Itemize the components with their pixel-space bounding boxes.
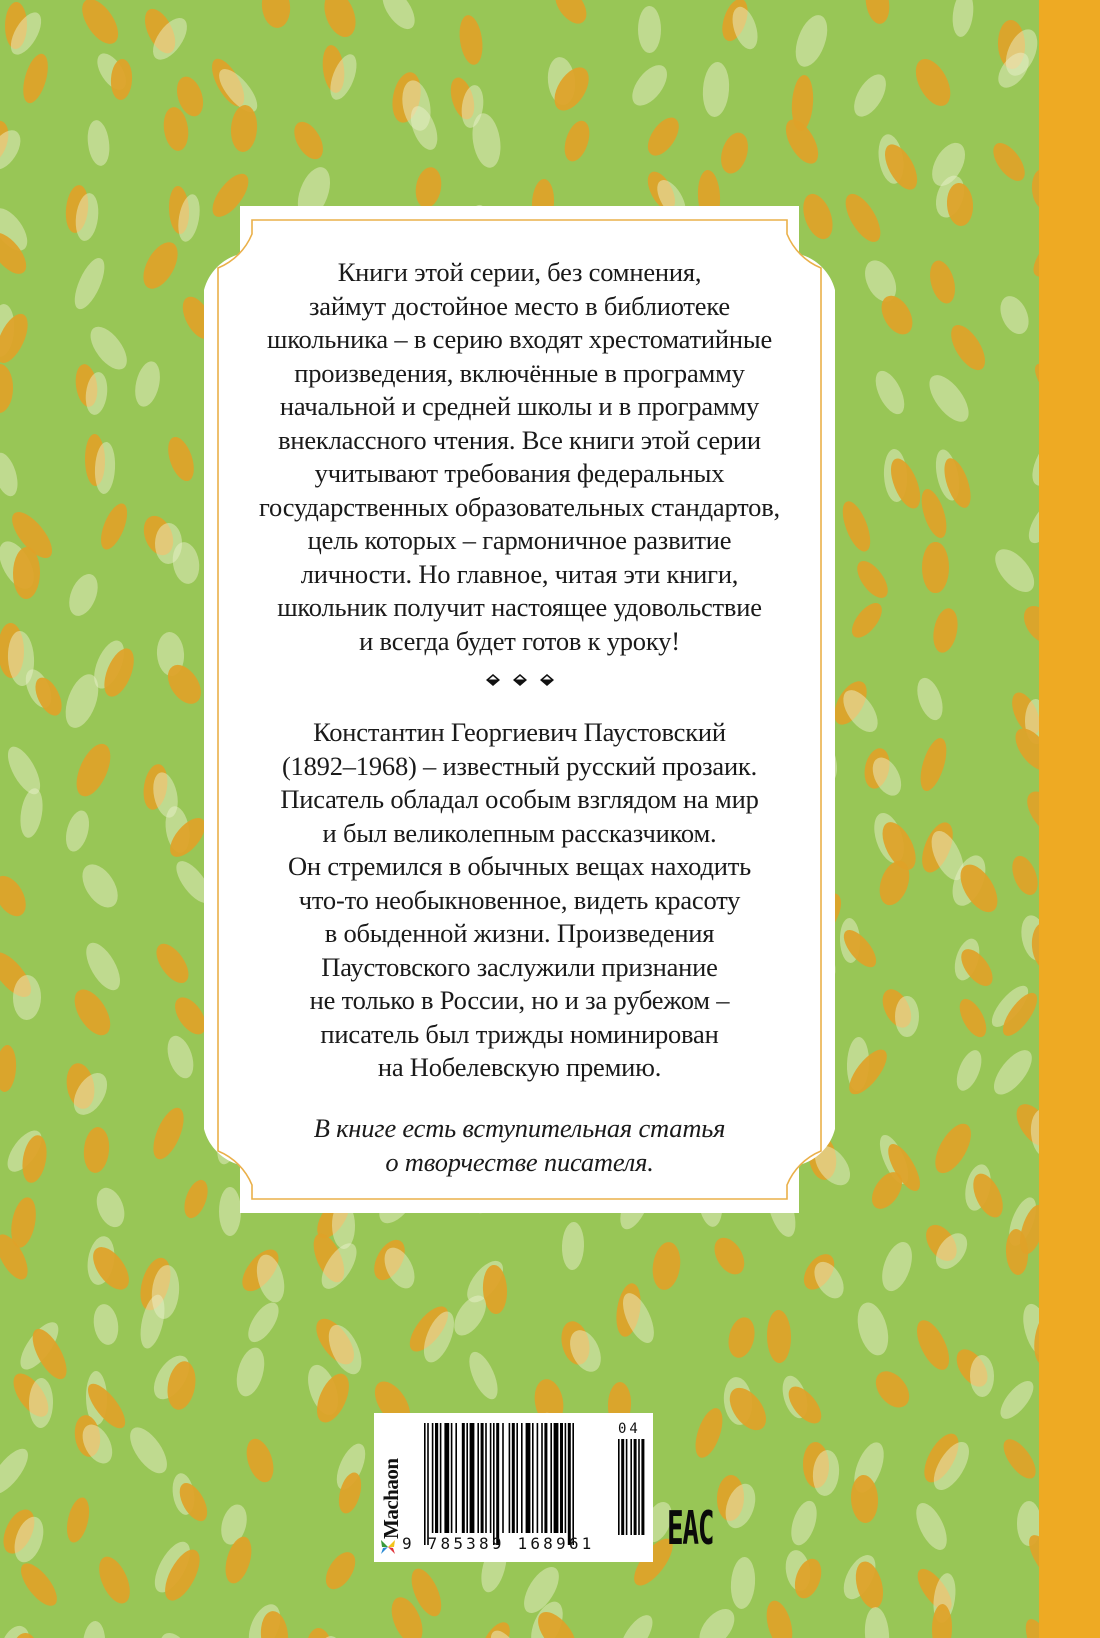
text-line: на Нобелевскую премию. <box>377 1052 662 1082</box>
pattern-spot <box>163 1033 199 1082</box>
pattern-spot <box>464 1348 504 1403</box>
pattern-spot <box>63 1495 93 1545</box>
diamond-ornament-divider <box>204 672 835 693</box>
pattern-spot <box>851 1559 887 1612</box>
pattern-spot <box>82 1126 111 1174</box>
pattern-spot <box>457 14 486 66</box>
pattern-spot <box>252 1251 289 1304</box>
pattern-spot <box>955 995 992 1042</box>
spine-strip <box>1039 0 1100 1638</box>
pattern-spot <box>638 6 661 53</box>
pattern-spot <box>922 542 948 593</box>
text-line: цель которых – гармоничное развитие <box>307 525 732 555</box>
pattern-spot <box>549 0 592 30</box>
pattern-spot <box>988 542 1039 598</box>
pattern-spot <box>81 1621 106 1638</box>
text-line: произведения, включённые в программу <box>294 357 745 388</box>
pattern-spot <box>468 111 503 170</box>
pattern-spot <box>895 996 919 1037</box>
pattern-spot <box>987 1044 1039 1100</box>
intro-article-note <box>204 1112 835 1179</box>
pattern-spot <box>970 1355 995 1397</box>
pattern-spot <box>64 570 104 620</box>
barcode-bars <box>424 1423 596 1545</box>
pattern-spot <box>1020 785 1039 843</box>
pattern-spot <box>123 1421 173 1478</box>
pattern-spot <box>869 1365 916 1414</box>
pattern-spot <box>1008 852 1039 898</box>
pattern-spot <box>910 1498 953 1554</box>
pattern-spot <box>150 938 194 988</box>
pattern-spot <box>13 547 41 600</box>
pattern-spot <box>15 1557 64 1611</box>
pattern-spot <box>786 1497 821 1547</box>
pattern-spot <box>728 4 763 52</box>
text-line: Константин Георгиевич Паустовский <box>313 717 726 747</box>
pattern-spot <box>1030 168 1039 209</box>
pattern-spot <box>85 119 112 167</box>
pattern-spot <box>1020 1615 1039 1638</box>
pattern-spot <box>229 104 258 153</box>
pattern-spot <box>780 115 826 170</box>
publisher-logo <box>380 1421 402 1539</box>
pattern-spot <box>851 556 893 603</box>
pattern-spot <box>0 870 33 921</box>
pattern-spot <box>137 237 186 295</box>
series-description <box>204 256 835 658</box>
pattern-spot <box>91 1302 121 1346</box>
pattern-spot <box>147 1103 190 1163</box>
pattern-spot <box>31 674 68 720</box>
barcode-addon-bars <box>618 1439 646 1547</box>
pattern-spot <box>153 1627 198 1638</box>
isbn-number: 9 785389 168961 <box>402 1534 595 1553</box>
pattern-spot <box>995 292 1034 339</box>
pattern-spot <box>995 1376 1039 1424</box>
pattern-spot <box>862 0 891 26</box>
pattern-spot <box>0 450 22 499</box>
pattern-spot <box>0 1045 18 1093</box>
pattern-spot <box>650 1241 683 1292</box>
pattern-spot <box>863 1606 891 1638</box>
text-line: писатель был трижды номинирован <box>320 1018 719 1049</box>
diamond-ornament-icon <box>480 672 560 688</box>
pattern-spot <box>691 1405 729 1461</box>
pattern-spot <box>13 975 42 1020</box>
pattern-spot <box>67 984 117 1041</box>
pattern-spot <box>1027 227 1039 283</box>
text-line: школьника – в серию входят хрестоматийные <box>266 324 773 354</box>
pattern-spot <box>701 61 731 117</box>
pattern-spot <box>91 1184 129 1231</box>
text-line: начальной и средней школы и в программу <box>279 391 760 421</box>
pattern-spot <box>952 1047 987 1095</box>
text-line: Он стремился в обычных вещах находить <box>287 851 751 881</box>
author-biography <box>204 716 835 1085</box>
pattern-spot <box>693 1602 741 1638</box>
text-line: Книги этой серии, без сомнения, <box>337 257 702 287</box>
pattern-spot <box>708 1232 750 1280</box>
text-line: учитывают требования федеральных <box>314 458 725 488</box>
pattern-spot <box>28 1378 53 1429</box>
text-line: В книге есть вступительная статья <box>313 1113 726 1143</box>
pattern-spot <box>847 598 888 642</box>
pattern-spot <box>69 254 110 313</box>
pattern-spot <box>70 739 117 801</box>
pattern-spot <box>93 1552 137 1608</box>
pattern-spot <box>725 1315 758 1361</box>
pattern-spot <box>762 1598 797 1638</box>
pattern-spot <box>908 53 956 111</box>
pattern-spot <box>110 59 133 101</box>
pattern-spot <box>716 130 752 177</box>
eac-certification-mark: EAC <box>667 1501 714 1555</box>
pattern-spot <box>642 112 684 160</box>
pattern-spot <box>923 369 977 428</box>
publisher-name: Machaon <box>379 1458 403 1539</box>
pattern-spot <box>930 607 961 655</box>
pattern-spot <box>912 675 947 724</box>
pattern-spot <box>847 69 892 122</box>
text-line: что-то необыкновенное, видеть красоту <box>298 884 741 915</box>
text-line: государственных образовательных стандартов, <box>259 491 780 522</box>
pattern-spot <box>916 735 952 793</box>
pattern-spot <box>243 1298 285 1347</box>
pattern-spot <box>412 165 444 210</box>
pattern-spot <box>1017 601 1039 650</box>
pattern-spot <box>877 1238 918 1295</box>
pattern-spot <box>790 11 834 71</box>
pattern-spot <box>320 1547 361 1594</box>
pattern-spot <box>18 51 53 106</box>
pattern-spot <box>76 0 126 50</box>
pattern-spot <box>1026 431 1039 491</box>
pattern-spot <box>260 0 292 29</box>
pattern-spot <box>131 359 164 409</box>
pattern-spot <box>911 1316 956 1375</box>
pattern-spot <box>837 498 875 555</box>
text-line: о творчестве писателя. <box>385 1146 654 1177</box>
text-line: и был великолепным рассказчиком. <box>322 817 717 848</box>
pattern-spot <box>560 118 594 165</box>
pattern-spot <box>998 1434 1039 1483</box>
barcode-addon-number: 04 <box>618 1421 641 1437</box>
pattern-spot <box>614 1610 658 1638</box>
text-line: внеклассного чтения. Все книги этой серии <box>278 424 761 455</box>
pattern-spot <box>2 742 47 799</box>
text-line: школьник получит настоящее удовольствие <box>277 592 762 622</box>
pattern-spot <box>17 787 46 840</box>
pattern-spot <box>950 0 975 37</box>
pattern-spot <box>79 938 126 996</box>
pattern-spot <box>1029 358 1039 412</box>
pattern-spot <box>75 858 124 913</box>
pattern-spot <box>163 433 199 484</box>
pattern-spot <box>925 258 959 306</box>
butterfly-logo-icon <box>380 1539 396 1555</box>
text-line: в обыденной жизни. Произведения <box>324 918 715 948</box>
pattern-spot <box>0 1443 35 1500</box>
isbn-barcode <box>374 1413 653 1562</box>
text-line: (1892–1968) – известный русский прозаик. <box>281 750 758 781</box>
text-line: не только в России, но и за рубежом – <box>309 985 730 1015</box>
pattern-spot <box>839 188 887 246</box>
pattern-spot <box>561 1222 585 1271</box>
pattern-spot <box>376 0 420 34</box>
pattern-spot <box>945 182 973 227</box>
pattern-spot <box>870 366 910 418</box>
pattern-spot <box>1023 497 1039 549</box>
pattern-spot <box>0 364 14 413</box>
pattern-spot <box>169 541 201 587</box>
pattern-spot <box>318 0 361 42</box>
text-line: займут достойное место в библиотеке <box>309 290 730 321</box>
pattern-spot <box>0 124 27 174</box>
pattern-spot <box>289 117 329 164</box>
description-card <box>204 206 835 1213</box>
text-line: личности. Но главное, читая эти книги, <box>300 558 739 589</box>
text-line: Паустовского заслужили признание <box>321 951 718 982</box>
pattern-spot <box>987 137 1031 185</box>
pattern-spot <box>96 500 133 553</box>
pattern-spot <box>242 1436 279 1486</box>
text-line: Писатель обладал особым взглядом на мир <box>280 784 759 814</box>
pattern-spot <box>625 59 674 112</box>
pattern-spot <box>853 1299 894 1359</box>
pattern-spot <box>232 1345 269 1400</box>
text-line: и всегда будет готов к уроку! <box>359 625 680 656</box>
pattern-spot <box>729 1556 757 1609</box>
pattern-spot <box>405 103 442 153</box>
pattern-spot <box>767 1310 792 1363</box>
pattern-spot <box>62 808 93 854</box>
pattern-spot <box>945 320 993 376</box>
